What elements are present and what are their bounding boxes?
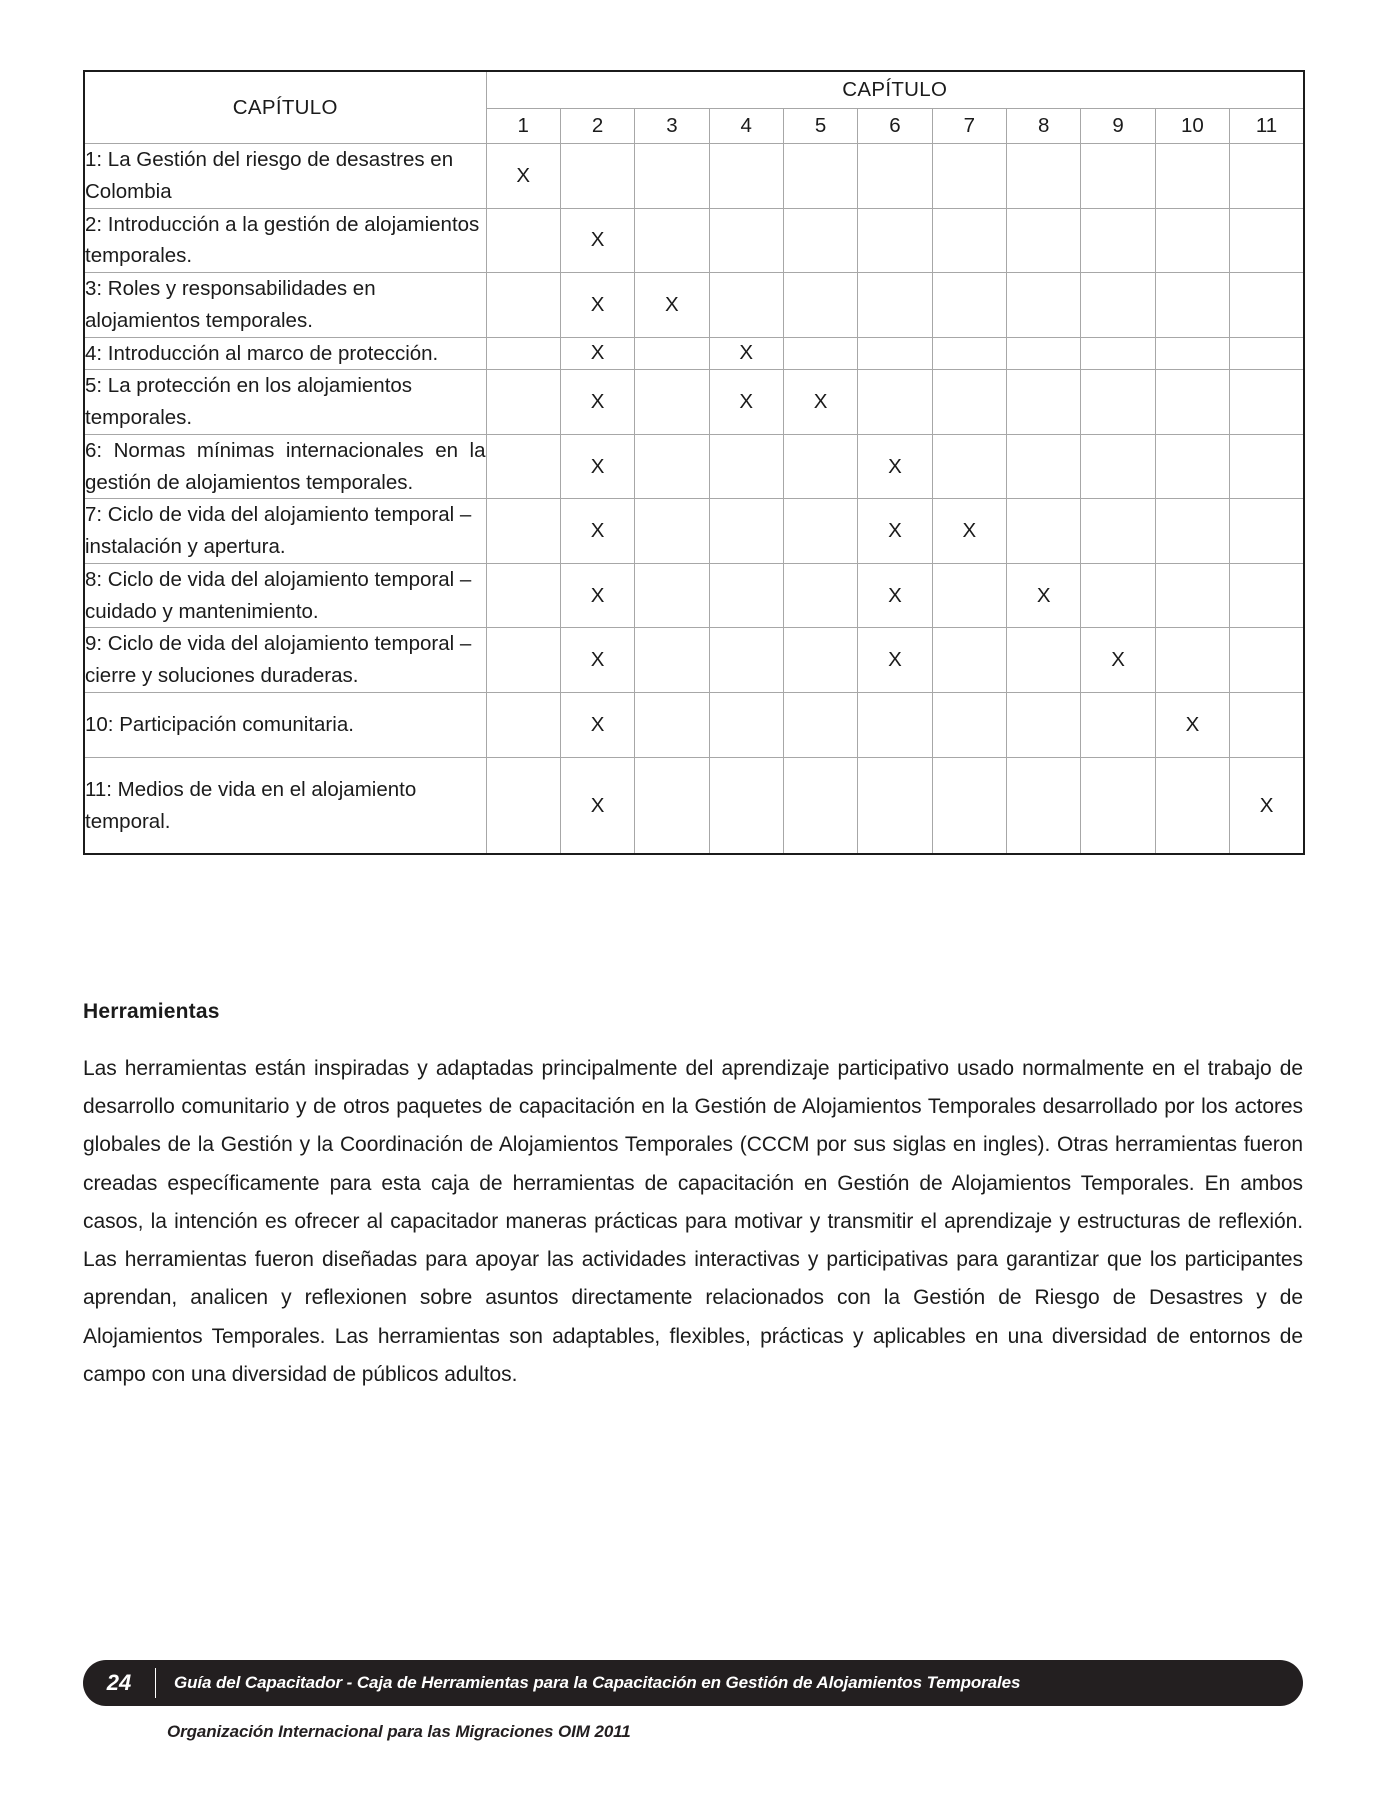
matrix-cell-r2-c10 xyxy=(1155,208,1229,273)
matrix-cell-r11-c4 xyxy=(709,757,783,854)
footer-page-number: 24 xyxy=(83,1668,156,1698)
matrix-column-header-6: 6 xyxy=(858,109,932,144)
matrix-cell-r1-c8 xyxy=(1007,144,1081,209)
matrix-cell-r7-c3 xyxy=(635,499,709,564)
matrix-cell-mark-r9-c9: X xyxy=(1081,628,1155,693)
matrix-row xyxy=(84,628,1304,693)
matrix-row-label: 2: Introducción a la gestión de alojamientos temporales. xyxy=(84,208,486,273)
matrix-cell-r11-c6 xyxy=(858,757,932,854)
matrix-cell-r4-c10 xyxy=(1155,337,1229,370)
matrix-cell-r7-c11 xyxy=(1230,499,1304,564)
matrix-cell-mark-r1-c1: X xyxy=(486,144,560,209)
matrix-cell-r9-c8 xyxy=(1007,628,1081,693)
matrix-cell-mark-r11-c11: X xyxy=(1230,757,1304,854)
matrix-cell-mark-r8-c6: X xyxy=(858,563,932,628)
matrix-corner-label: CAPÍTULO xyxy=(84,71,486,144)
matrix-cell-r7-c1 xyxy=(486,499,560,564)
matrix-cell-r5-c9 xyxy=(1081,370,1155,435)
matrix-cell-r2-c1 xyxy=(486,208,560,273)
matrix-cell-mark-r2-c2: X xyxy=(560,208,634,273)
matrix-cell-r4-c6 xyxy=(858,337,932,370)
matrix-cell-r10-c3 xyxy=(635,693,709,758)
matrix-body xyxy=(84,144,1304,855)
footer-organization: Organización Internacional para las Migraciones OIM 2011 xyxy=(167,1722,631,1741)
matrix-cell-r11-c3 xyxy=(635,757,709,854)
matrix-cell-r1-c11 xyxy=(1230,144,1304,209)
matrix-row xyxy=(84,370,1304,435)
matrix-cell-r7-c4 xyxy=(709,499,783,564)
matrix-cell-r8-c11 xyxy=(1230,563,1304,628)
matrix-cell-r8-c5 xyxy=(783,563,857,628)
matrix-cell-r4-c3 xyxy=(635,337,709,370)
matrix-row xyxy=(84,757,1304,854)
matrix-cell-r1-c2 xyxy=(560,144,634,209)
matrix-cell-mark-r6-c2: X xyxy=(560,434,634,499)
matrix-cell-mark-r9-c2: X xyxy=(560,628,634,693)
matrix-cell-r3-c6 xyxy=(858,273,932,338)
matrix-cell-r6-c9 xyxy=(1081,434,1155,499)
matrix-cell-r5-c8 xyxy=(1007,370,1081,435)
matrix-row xyxy=(84,434,1304,499)
matrix-cell-r1-c7 xyxy=(932,144,1006,209)
matrix-row xyxy=(84,337,1304,370)
matrix-cell-r10-c9 xyxy=(1081,693,1155,758)
matrix-cell-r2-c5 xyxy=(783,208,857,273)
matrix-row-label: 7: Ciclo de vida del alojamiento temporal – instalación y apertura. xyxy=(84,499,486,564)
matrix-cell-r9-c5 xyxy=(783,628,857,693)
matrix-row-label: 6: Normas mínimas internacionales en la gestión de alojamientos temporales. xyxy=(84,434,486,499)
matrix-cell-r9-c7 xyxy=(932,628,1006,693)
matrix-row xyxy=(84,693,1304,758)
body-paragraph: Las herramientas están inspiradas y adaptadas principalmente del aprendizaje participativo usado normalmente en el trabajo de desarrollo comunitario y de otros paquetes de capacitación en la Gestión de Alojamientos Temporales desarrollado por los actores globales de la Gestión y la Coordinación de Alojamientos Temporales (CCCM por sus siglas en ingles). Otras herramientas fueron creadas específicamente para esta caja de herramientas de capacitación en Gestión de Alojamientos Temporales. En ambos casos, la intención es ofrecer al capacitador maneras prácticas para motivar y transmitir el aprendizaje y estructuras de reflexión. Las herramientas fueron diseñadas para apoyar las actividades interactivas y participativas para garantizar que los participantes aprendan, analicen y reflexionen sobre asuntos directamente relacionados con la Gestión de Riesgo de Desastres y de Alojamientos Temporales. Las herramientas son adaptables, flexibles, prácticas y aplicables en una diversidad de entornos de campo con una diversidad de públicos adultos. xyxy=(83,1057,1303,1386)
matrix-cell-r2-c3 xyxy=(635,208,709,273)
matrix-row-label: 3: Roles y responsabilidades en alojamientos temporales. xyxy=(84,273,486,338)
matrix-cell-r1-c3 xyxy=(635,144,709,209)
matrix-cell-r3-c11 xyxy=(1230,273,1304,338)
matrix-cell-r1-c9 xyxy=(1081,144,1155,209)
matrix-cell-r10-c5 xyxy=(783,693,857,758)
matrix-row-label: 9: Ciclo de vida del alojamiento temporal – cierre y soluciones duraderas. xyxy=(84,628,486,693)
matrix-row xyxy=(84,208,1304,273)
matrix-cell-mark-r5-c4: X xyxy=(709,370,783,435)
matrix-cell-r8-c1 xyxy=(486,563,560,628)
matrix-cell-r2-c11 xyxy=(1230,208,1304,273)
matrix-cell-r1-c5 xyxy=(783,144,857,209)
matrix-cell-r4-c8 xyxy=(1007,337,1081,370)
matrix-cell-r11-c5 xyxy=(783,757,857,854)
matrix-cell-r6-c3 xyxy=(635,434,709,499)
footer-title: Guía del Capacitador - Caja de Herramientas para la Capacitación en Gestión de Alojamientos Temporales xyxy=(174,1673,1021,1692)
matrix-cell-mark-r5-c2: X xyxy=(560,370,634,435)
matrix-cell-r4-c11 xyxy=(1230,337,1304,370)
matrix-cell-r9-c10 xyxy=(1155,628,1229,693)
matrix-cell-r5-c10 xyxy=(1155,370,1229,435)
matrix-cell-mark-r10-c10: X xyxy=(1155,693,1229,758)
matrix-cell-r6-c5 xyxy=(783,434,857,499)
matrix-cell-r5-c3 xyxy=(635,370,709,435)
matrix-header-row-top xyxy=(84,71,1304,109)
matrix-cell-mark-r9-c6: X xyxy=(858,628,932,693)
matrix-cell-r9-c1 xyxy=(486,628,560,693)
matrix-column-header-4: 4 xyxy=(709,109,783,144)
matrix-cell-mark-r3-c3: X xyxy=(635,273,709,338)
matrix-cell-r5-c1 xyxy=(486,370,560,435)
matrix-cell-r1-c6 xyxy=(858,144,932,209)
matrix-cell-r4-c1 xyxy=(486,337,560,370)
matrix-cell-r10-c1 xyxy=(486,693,560,758)
matrix-cell-mark-r8-c2: X xyxy=(560,563,634,628)
matrix-cell-r5-c6 xyxy=(858,370,932,435)
matrix-column-header-7: 7 xyxy=(932,109,1006,144)
matrix-group-header: CAPÍTULO xyxy=(486,71,1304,109)
matrix-cell-r8-c9 xyxy=(1081,563,1155,628)
matrix-cell-r6-c7 xyxy=(932,434,1006,499)
matrix-cell-r5-c7 xyxy=(932,370,1006,435)
matrix-column-header-11: 11 xyxy=(1230,109,1304,144)
matrix-column-header-9: 9 xyxy=(1081,109,1155,144)
matrix-cell-r4-c9 xyxy=(1081,337,1155,370)
matrix-cell-r7-c10 xyxy=(1155,499,1229,564)
matrix-column-header-2: 2 xyxy=(560,109,634,144)
matrix-row xyxy=(84,273,1304,338)
matrix-cell-r3-c1 xyxy=(486,273,560,338)
matrix-row xyxy=(84,563,1304,628)
matrix-cell-mark-r7-c6: X xyxy=(858,499,932,564)
matrix-cell-r3-c5 xyxy=(783,273,857,338)
matrix-cell-mark-r5-c5: X xyxy=(783,370,857,435)
matrix-cell-mark-r6-c6: X xyxy=(858,434,932,499)
matrix-cell-r5-c11 xyxy=(1230,370,1304,435)
matrix-cell-mark-r8-c8: X xyxy=(1007,563,1081,628)
matrix-cell-r8-c10 xyxy=(1155,563,1229,628)
matrix-cell-r7-c5 xyxy=(783,499,857,564)
matrix-row-label: 8: Ciclo de vida del alojamiento temporal – cuidado y mantenimiento. xyxy=(84,563,486,628)
matrix-row xyxy=(84,499,1304,564)
matrix-header xyxy=(84,71,1304,144)
matrix-cell-mark-r4-c4: X xyxy=(709,337,783,370)
matrix-cell-r4-c7 xyxy=(932,337,1006,370)
matrix-cell-r6-c8 xyxy=(1007,434,1081,499)
matrix-cell-r8-c3 xyxy=(635,563,709,628)
matrix-cell-r1-c4 xyxy=(709,144,783,209)
section-heading: Herramientas xyxy=(83,1000,220,1023)
matrix-cell-r9-c4 xyxy=(709,628,783,693)
matrix-cell-r8-c7 xyxy=(932,563,1006,628)
matrix-cell-r7-c9 xyxy=(1081,499,1155,564)
chapter-matrix-container xyxy=(83,70,1303,855)
matrix-row-label: 5: La protección en los alojamientos temporales. xyxy=(84,370,486,435)
matrix-cell-r9-c3 xyxy=(635,628,709,693)
chapter-matrix-table xyxy=(83,70,1305,855)
matrix-cell-mark-r11-c2: X xyxy=(560,757,634,854)
matrix-column-header-5: 5 xyxy=(783,109,857,144)
matrix-cell-r6-c11 xyxy=(1230,434,1304,499)
matrix-cell-mark-r7-c7: X xyxy=(932,499,1006,564)
matrix-cell-r3-c7 xyxy=(932,273,1006,338)
matrix-cell-mark-r3-c2: X xyxy=(560,273,634,338)
matrix-cell-r2-c4 xyxy=(709,208,783,273)
matrix-cell-r10-c8 xyxy=(1007,693,1081,758)
matrix-row-label: 1: La Gestión del riesgo de desastres en Colombia xyxy=(84,144,486,209)
matrix-cell-r10-c4 xyxy=(709,693,783,758)
matrix-cell-r11-c1 xyxy=(486,757,560,854)
matrix-cell-r11-c9 xyxy=(1081,757,1155,854)
matrix-cell-r3-c4 xyxy=(709,273,783,338)
matrix-cell-r3-c10 xyxy=(1155,273,1229,338)
matrix-cell-r3-c8 xyxy=(1007,273,1081,338)
matrix-cell-r7-c8 xyxy=(1007,499,1081,564)
matrix-cell-r6-c4 xyxy=(709,434,783,499)
matrix-cell-r11-c7 xyxy=(932,757,1006,854)
matrix-row xyxy=(84,144,1304,209)
matrix-cell-r6-c10 xyxy=(1155,434,1229,499)
footer-bar xyxy=(83,1660,1303,1706)
matrix-cell-r2-c8 xyxy=(1007,208,1081,273)
matrix-cell-r11-c10 xyxy=(1155,757,1229,854)
matrix-column-header-8: 8 xyxy=(1007,109,1081,144)
matrix-cell-r6-c1 xyxy=(486,434,560,499)
matrix-cell-r3-c9 xyxy=(1081,273,1155,338)
matrix-cell-r10-c11 xyxy=(1230,693,1304,758)
matrix-row-label: 4: Introducción al marco de protección. xyxy=(84,337,486,370)
matrix-row-label: 10: Participación comunitaria. xyxy=(84,693,486,758)
matrix-cell-mark-r10-c2: X xyxy=(560,693,634,758)
matrix-row-label: 11: Medios de vida en el alojamiento temporal. xyxy=(84,757,486,854)
matrix-column-header-1: 1 xyxy=(486,109,560,144)
matrix-cell-mark-r4-c2: X xyxy=(560,337,634,370)
matrix-cell-r10-c6 xyxy=(858,693,932,758)
matrix-cell-r1-c10 xyxy=(1155,144,1229,209)
matrix-column-header-10: 10 xyxy=(1155,109,1229,144)
matrix-cell-r2-c6 xyxy=(858,208,932,273)
matrix-cell-r2-c9 xyxy=(1081,208,1155,273)
matrix-cell-r9-c11 xyxy=(1230,628,1304,693)
matrix-cell-r11-c8 xyxy=(1007,757,1081,854)
matrix-cell-r4-c5 xyxy=(783,337,857,370)
matrix-cell-r2-c7 xyxy=(932,208,1006,273)
matrix-column-header-3: 3 xyxy=(635,109,709,144)
matrix-cell-mark-r7-c2: X xyxy=(560,499,634,564)
matrix-cell-r8-c4 xyxy=(709,563,783,628)
matrix-cell-r10-c7 xyxy=(932,693,1006,758)
